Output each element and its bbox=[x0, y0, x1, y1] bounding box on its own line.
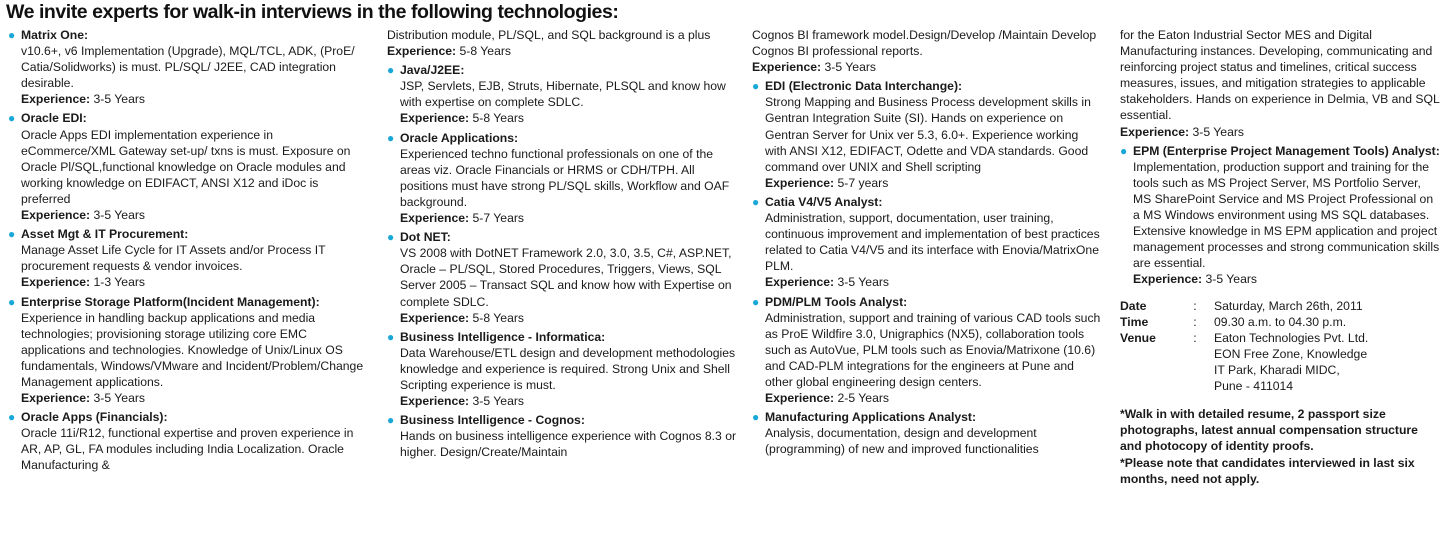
event-colon: : bbox=[1193, 330, 1197, 345]
experience-value: 3-5 Years bbox=[1205, 272, 1257, 287]
experience-label: Experience: bbox=[1133, 272, 1203, 287]
job-listing-item bbox=[8, 409, 366, 473]
job-listing-item bbox=[1120, 27, 1442, 140]
experience-value: 3-5 Years bbox=[93, 208, 145, 223]
job-listing-item bbox=[8, 110, 366, 223]
job-title: EDI (Electronic Data Interchange): bbox=[765, 79, 963, 94]
experience-line bbox=[387, 43, 742, 59]
job-description: Distribution module, PL/SQL, and SQL background is a plus bbox=[387, 28, 711, 42]
bullet-icon: ● bbox=[8, 410, 16, 425]
job-description: Experience in handling backup applications and media technologies; provisioning storage utilizing core EMC applications and technologies. Knowledge of Unix/Linux OS fundamentals, Windows/VMware and Incident/Problem/Change Management applications. bbox=[21, 310, 364, 389]
experience-label: Experience: bbox=[765, 175, 835, 190]
job-description: Administration, support and training of various CAD tools such as ProE Wildfire 3.0, Unigraphics (NX5), collaboration tools such as AutoVue, PLM tools such as Enovia/Matrixone (10.6) and CAD-PLM integrations for the engineers at Pune and other global engineering design centers. bbox=[765, 310, 1101, 389]
event-date-row bbox=[1120, 298, 1420, 314]
job-description: JSP, Servlets, EJB, Struts, Hibernate, PLSQL and know how with expertise on complete SDLC. bbox=[400, 79, 726, 110]
event-colon: : bbox=[1193, 298, 1197, 313]
event-venue-label: Venue bbox=[1120, 330, 1156, 345]
experience-line bbox=[21, 274, 366, 290]
experience-line bbox=[765, 274, 1102, 290]
job-description: v10.6+, v6 Implementation (Upgrade), MQL/TCL, ADK, (ProE/ Catia/Solidworks) is must. PL/SQL/ J2EE, CAD integration desirable. bbox=[21, 44, 355, 91]
job-listing-item bbox=[387, 329, 742, 409]
experience-line bbox=[21, 207, 366, 223]
job-title: Java/J2EE: bbox=[400, 63, 465, 78]
experience-value: 5-7 Years bbox=[472, 211, 524, 226]
event-time-row bbox=[1120, 314, 1420, 330]
experience-label: Experience: bbox=[21, 92, 91, 107]
event-details bbox=[1120, 298, 1420, 395]
experience-value: 5-7 years bbox=[837, 175, 889, 190]
experience-label: Experience: bbox=[400, 211, 470, 226]
experience-line bbox=[400, 110, 742, 126]
job-description: Hands on business intelligence experience with Cognos 8.3 or higher. Design/Create/Maintain bbox=[400, 429, 737, 460]
event-time-label: Time bbox=[1120, 314, 1149, 329]
experience-line bbox=[765, 390, 1102, 406]
bullet-icon: ● bbox=[387, 63, 395, 78]
experience-label: Experience: bbox=[387, 44, 457, 59]
column-1 bbox=[8, 27, 366, 477]
experience-value: 5-8 Years bbox=[472, 111, 524, 126]
bullet-icon: ● bbox=[387, 230, 395, 245]
column-3 bbox=[752, 27, 1102, 460]
bullet-icon: ● bbox=[8, 111, 16, 126]
experience-label: Experience: bbox=[765, 275, 835, 290]
job-description: Oracle Apps EDI implementation experience in eCommerce/XML Gateway set-up/ txns is must. Exposure on Oracle Pl/SQL,functional knowledge on Oracle modules and working knowledge on EDIFACT, ANSI X12 and iDoc is preferred bbox=[21, 127, 351, 206]
job-listing-item bbox=[752, 78, 1102, 191]
job-listing-item bbox=[387, 130, 742, 227]
event-date-label: Date bbox=[1120, 298, 1147, 313]
experience-value: 5-8 Years bbox=[459, 44, 511, 59]
experience-line bbox=[400, 393, 742, 409]
experience-value: 3-5 Years bbox=[93, 92, 145, 107]
experience-value: 3-5 Years bbox=[824, 60, 876, 75]
experience-label: Experience: bbox=[752, 60, 822, 75]
event-venue-row bbox=[1120, 330, 1420, 394]
experience-value: 2-5 Years bbox=[837, 391, 889, 406]
job-title: Oracle Apps (Financials): bbox=[21, 410, 168, 425]
job-description: Oracle 11i/R12, functional expertise and proven experience in AR, AP, GL, FA modules including India Localization. Oracle Manufacturing & bbox=[21, 426, 354, 473]
bullet-icon: ● bbox=[8, 28, 16, 42]
experience-label: Experience: bbox=[21, 275, 91, 290]
job-listing-item bbox=[387, 229, 742, 326]
column-4-items bbox=[1120, 27, 1442, 288]
job-listing-item bbox=[752, 409, 1102, 457]
job-title: Asset Mgt & IT Procurement: bbox=[21, 227, 189, 242]
experience-label: Experience: bbox=[400, 394, 470, 409]
job-listing-item bbox=[387, 62, 742, 126]
experience-line bbox=[400, 310, 742, 326]
experience-value: 3-5 Years bbox=[472, 394, 524, 409]
job-description: Implementation, production support and training for the tools such as MS Project Server, MS Portfolio Server, MS SharePoint Service and MS Project Professional on a MS Windows environment using MS SQL databases. Extensive knowledge in MS EPM application and project management processes and strong communication skills are essential. bbox=[1133, 159, 1440, 271]
experience-line bbox=[400, 210, 742, 226]
job-listing-item bbox=[387, 412, 742, 460]
job-title: Oracle EDI: bbox=[21, 111, 87, 126]
job-title: Enterprise Storage Platform(Incident Management): bbox=[21, 294, 320, 309]
bullet-icon: ● bbox=[752, 194, 760, 209]
experience-value: 3-5 Years bbox=[1192, 124, 1244, 139]
job-listing-item bbox=[387, 27, 742, 59]
job-title: Business Intelligence - Informatica: bbox=[400, 329, 606, 344]
experience-label: Experience: bbox=[765, 391, 835, 406]
bullet-icon: ● bbox=[752, 294, 760, 309]
job-description: Administration, support, documentation, user training, continuous improvement and implementation of best practices related to Catia V4/V5 and its interface with Enovia/MatrixOne PLM. bbox=[765, 211, 1100, 274]
job-listing-item bbox=[8, 294, 366, 407]
column-4 bbox=[1120, 27, 1442, 488]
job-description: for the Eaton Industrial Sector MES and Digital Manufacturing instances. Developing, communicating and reinforcing project status and timelines, critical success measures, issues, and mitigation strategies to applicable stakeholders. Hands on experience in Delmia, VB and SQL essential. bbox=[1120, 28, 1440, 123]
note-walk-in: *Walk in with detailed resume, 2 passport size photographs, latest annual compensation structure and photocopy of identity proofs. bbox=[1120, 407, 1418, 454]
job-title: Catia V4/V5 Analyst: bbox=[765, 194, 883, 209]
event-venue-value: Eaton Technologies Pvt. Ltd. EON Free Zone, Knowledge IT Park, Kharadi MIDC, Pune - 411014 bbox=[1214, 330, 1369, 393]
experience-value: 3-5 Years bbox=[93, 391, 145, 406]
experience-label: Experience: bbox=[1120, 124, 1190, 139]
job-listing-item bbox=[752, 194, 1102, 291]
job-title: Dot NET: bbox=[400, 230, 451, 245]
experience-line bbox=[765, 175, 1102, 191]
job-title: Manufacturing Applications Analyst: bbox=[765, 410, 977, 425]
experience-line bbox=[21, 91, 366, 107]
experience-label: Experience: bbox=[21, 391, 91, 406]
job-description: Analysis, documentation, design and development (programming) of new and improved functionalities bbox=[765, 426, 1039, 457]
job-title: Matrix One: bbox=[21, 28, 89, 42]
bullet-icon: ● bbox=[752, 79, 760, 94]
experience-value: 1-3 Years bbox=[93, 275, 145, 290]
job-listing-item bbox=[752, 27, 1102, 75]
experience-label: Experience: bbox=[400, 310, 470, 325]
note-prior-candidates: *Please note that candidates interviewed in last six months, need not apply. bbox=[1120, 456, 1415, 487]
job-description: Manage Asset Life Cycle for IT Assets and/or Process IT procurement requests & vendor invoices. bbox=[21, 243, 326, 274]
bullet-icon: ● bbox=[387, 413, 395, 428]
job-description: Data Warehouse/ETL design and development methodologies knowledge and experience is required. Strong Unix and Shell Scripting experience is must. bbox=[400, 345, 736, 392]
experience-line bbox=[1120, 124, 1442, 140]
job-listing-item bbox=[8, 27, 366, 107]
experience-value: 3-5 Years bbox=[837, 275, 889, 290]
job-title: EPM (Enterprise Project Management Tools) Analyst: bbox=[1133, 143, 1440, 158]
job-title: PDM/PLM Tools Analyst: bbox=[765, 294, 908, 309]
experience-label: Experience: bbox=[21, 208, 91, 223]
job-listing-item bbox=[1120, 143, 1442, 288]
bullet-icon: ● bbox=[752, 410, 760, 425]
bullet-icon: ● bbox=[8, 227, 16, 242]
experience-line bbox=[752, 59, 1102, 75]
event-colon: : bbox=[1193, 314, 1197, 329]
job-listing-item bbox=[752, 294, 1102, 407]
page-headline: We invite experts for walk-in interviews in the following technologies: bbox=[6, 1, 619, 23]
experience-value: 5-8 Years bbox=[472, 310, 524, 325]
experience-label: Experience: bbox=[400, 111, 470, 126]
job-description: VS 2008 with DotNET Framework 2.0, 3.0, 3.5, C#, ASP.NET, Oracle – PL/SQL, Stored Procedures, Triggers, Views, SQL Server 2005 – Transact SQL and know how with Expertise on complete SDLC. bbox=[400, 246, 732, 309]
bullet-icon: ● bbox=[1120, 143, 1128, 158]
bullet-icon: ● bbox=[387, 130, 395, 145]
job-description: Strong Mapping and Business Process development skills in Gentran Integration Suite (SI). Hands on experience on Gentran Server for Unix ver 5.3, 6.0+. Experience working with ANSI X12, EDIFACT, Odette and VDA standards. Good command over UNIX and Shell scripting bbox=[765, 95, 1091, 174]
event-time-value: 09.30 a.m. to 04.30 p.m. bbox=[1214, 314, 1347, 329]
bullet-icon: ● bbox=[8, 294, 16, 309]
job-description: Experienced techno functional professionals on one of the areas viz. Oracle Financials or HRMS or CDH/TPH. All positions must have strong PL/SQL skills, Workflow and OAF background. bbox=[400, 146, 730, 209]
job-description: Cognos BI framework model.Design/Develop /Maintain Develop Cognos BI professional reports. bbox=[752, 28, 1097, 59]
job-title: Business Intelligence - Cognos: bbox=[400, 413, 585, 428]
column-2 bbox=[387, 27, 742, 463]
experience-line bbox=[1133, 271, 1442, 287]
bullet-icon: ● bbox=[387, 329, 395, 344]
event-date-value: Saturday, March 26th, 2011 bbox=[1214, 298, 1363, 313]
experience-line bbox=[21, 390, 366, 406]
job-listing-item bbox=[8, 226, 366, 290]
job-title: Oracle Applications: bbox=[400, 130, 519, 145]
